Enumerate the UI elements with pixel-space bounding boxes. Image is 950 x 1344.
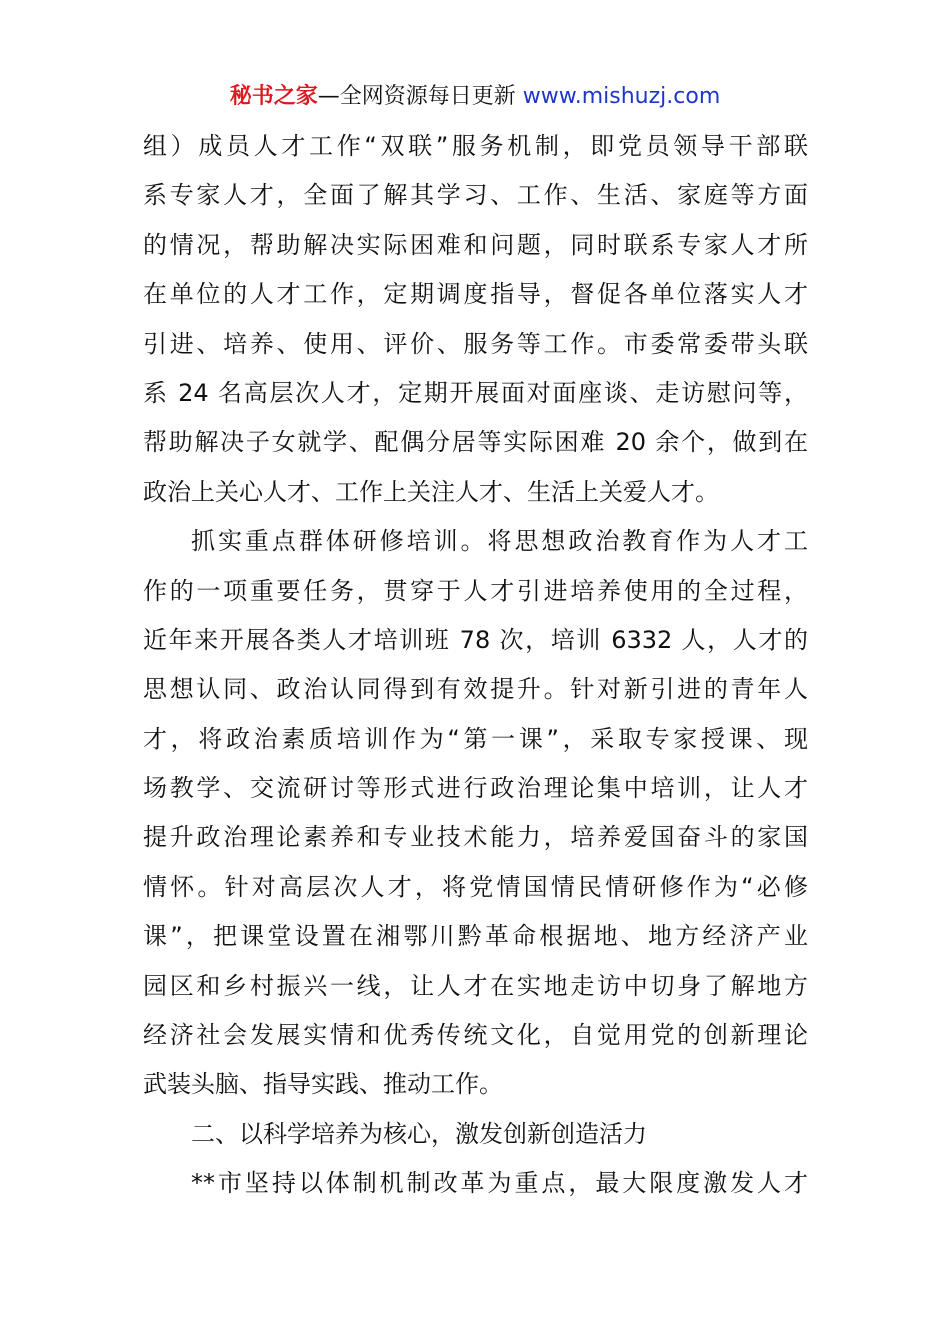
text-line: 经济社会发展实情和优秀传统文化，自觉用党的创新理论 [143, 1021, 808, 1050]
text-line: 在单位的人才工作，定期调度指导，督促各单位落实人才 [143, 280, 808, 309]
section-heading: 二、以科学培养为核心，激发创新创造活力 [191, 1119, 647, 1148]
text-line: 系 24 名高层次人才，定期开展面对面座谈、走访慰问等， [143, 378, 808, 407]
site-url-link[interactable]: www.mishuzj.com [522, 84, 721, 109]
text-line: 课”，把课堂设置在湘鄂川黔革命根据地、地方经济产业 [143, 922, 808, 951]
text-line: 作的一项重要任务，贯穿于人才引进培养使用的全过程， [143, 576, 808, 605]
text-line: 引进、培养、使用、评价、服务等工作。市委常委带头联 [143, 329, 808, 358]
text-line: 近年来开展各类人才培训班 78 次，培训 6332 人，人才的 [143, 625, 808, 654]
text-line: 武装头脑、指导实践、推动工作。 [143, 1070, 503, 1099]
text-line: 园区和乡村振兴一线，让人才在实地走访中切身了解地方 [143, 971, 808, 1000]
site-tagline: —全网资源每日更新 [317, 84, 523, 109]
paragraph-start-line: 抓实重点群体研修培训。将思想政治教育作为人才工 [191, 527, 808, 556]
text-line: 系专家人才，全面了解其学习、工作、生活、家庭等方面 [143, 181, 808, 210]
text-line: 的情况，帮助解决实际困难和问题，同时联系专家人才所 [143, 230, 808, 259]
text-line: 组）成员人才工作“双联”服务机制，即党员领导干部联 [143, 132, 808, 160]
document-body [143, 122, 808, 1209]
text-line: 政治上关心人才、工作上关注人才、生活上关爱人才。 [143, 477, 719, 506]
site-brand: 秘书之家 [229, 84, 318, 109]
text-line: 情怀。针对高层次人才，将党情国情民情研修作为“必修 [143, 872, 808, 901]
site-header [0, 80, 950, 114]
text-line: 思想认同、政治认同得到有效提升。针对新引进的青年人 [143, 675, 808, 704]
text-line: 场教学、交流研讨等形式进行政治理论集中培训，让人才 [143, 774, 808, 803]
text-line: 帮助解决子女就学、配偶分居等实际困难 20 余个，做到在 [143, 428, 808, 457]
paragraph-start-line: **市坚持以体制机制改革为重点，最大限度激发人才 [191, 1169, 808, 1198]
text-line: 才，将政治素质培训作为“第一课”，采取专家授课、现 [143, 724, 808, 753]
text-line: 提升政治理论素养和专业技术能力，培养爱国奋斗的家国 [143, 823, 808, 852]
